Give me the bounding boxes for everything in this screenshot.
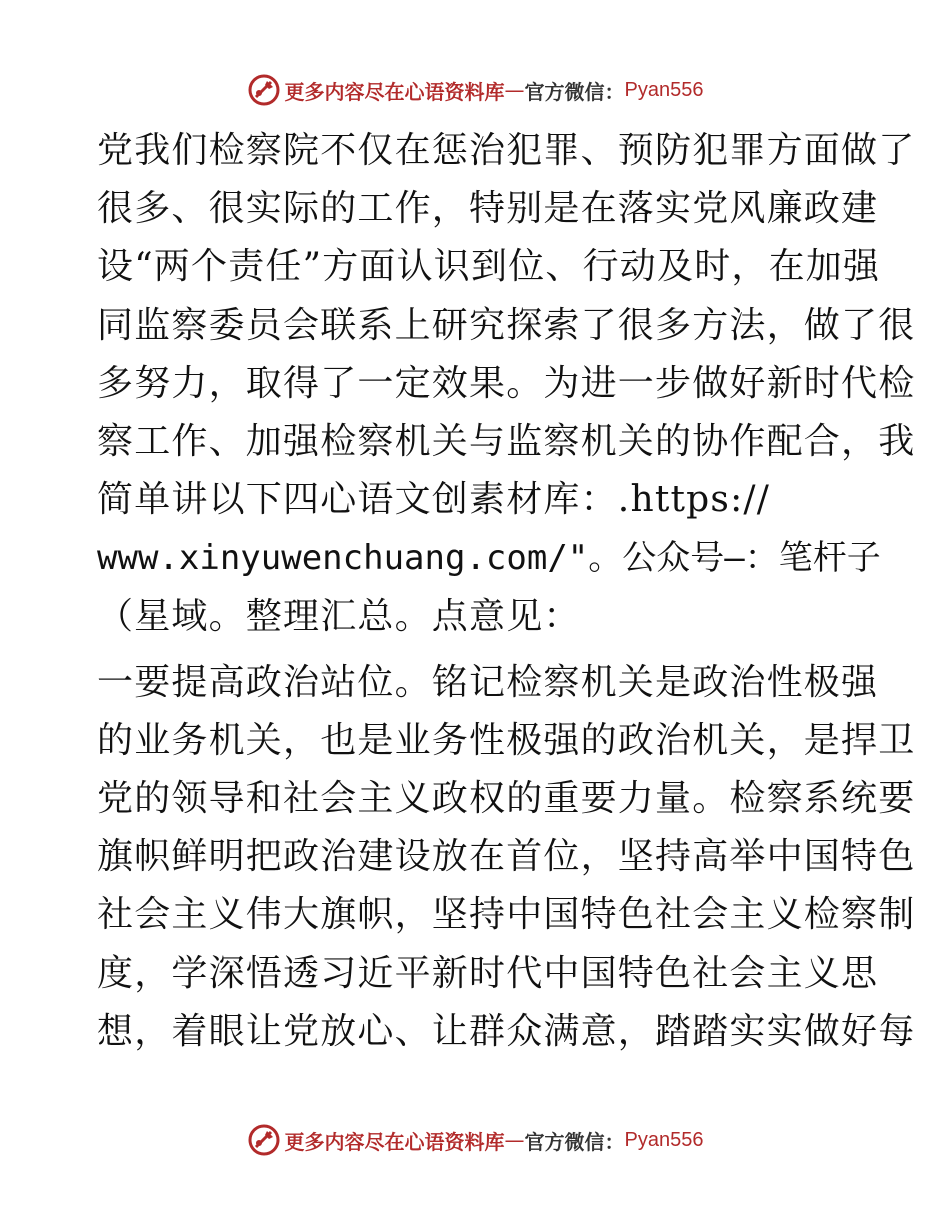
header-wechat-label: 官方微信：: [524, 79, 625, 104]
text-line: 想，着眼让党放心、让群众满意，踏踏实实做好每: [97, 1010, 916, 1052]
text-line: 度，学深悟透习近平新时代中国特色社会主义思: [97, 952, 879, 994]
text-line: 旗帜鲜明把政治建设放在首位，坚持高举中国特色: [97, 836, 916, 878]
text-line: 同监察委员会联系上研究探索了很多方法，做了很: [97, 304, 916, 346]
header-wechat-id: Pyan556: [624, 78, 704, 101]
footer-dash: —: [504, 1128, 525, 1152]
header-banner: [0, 70, 950, 110]
footer-wechat-label: 官方微信：: [524, 1129, 625, 1154]
header-dash: —: [504, 78, 525, 102]
paragraph-1: [97, 122, 916, 646]
text-line: 的业务机关，也是业务性极强的政治机关，是捍卫: [97, 719, 916, 761]
text-line: 简单讲以下四心语文创素材库：.https://: [97, 479, 771, 521]
text-line: 党的领导和社会主义政权的重要力量。检察系统要: [97, 778, 916, 820]
document-body: [97, 122, 916, 1061]
brand-logo-icon: [247, 1123, 281, 1157]
footer-brand-text: 更多内容尽在心语资料库: [284, 1129, 505, 1154]
text-line: 社会主义伟大旗帜，坚持中国特色社会主义检察制: [97, 894, 916, 936]
footer-banner: [0, 1120, 950, 1160]
text-line: 设“两个责任”方面认识到位、行动及时，在加强: [97, 246, 881, 288]
paragraph-2: [97, 654, 916, 1061]
brand-logo-icon: [247, 73, 281, 107]
footer-wechat-id: Pyan556: [624, 1128, 704, 1151]
header-brand-text: 更多内容尽在心语资料库: [284, 79, 505, 104]
text-line: 很多、很实际的工作，特别是在落实党风廉政建: [97, 188, 879, 230]
text-line: 党我们检察院不仅在惩治犯罪、预防犯罪方面做了: [97, 130, 916, 171]
text-line: 多努力，取得了一定效果。为进一步做好新时代检: [97, 362, 916, 404]
text-line: 察工作、加强检察机关与监察机关的协作配合，我: [97, 420, 916, 462]
text-line: （星域。整理汇总。点意见：: [97, 595, 581, 637]
text-line: 一要提高政治站位。铭记检察机关是政治性极强: [97, 661, 879, 703]
text-line: www.xinyuwenchuang.com/"。公众号—：笔杆子: [97, 538, 881, 579]
